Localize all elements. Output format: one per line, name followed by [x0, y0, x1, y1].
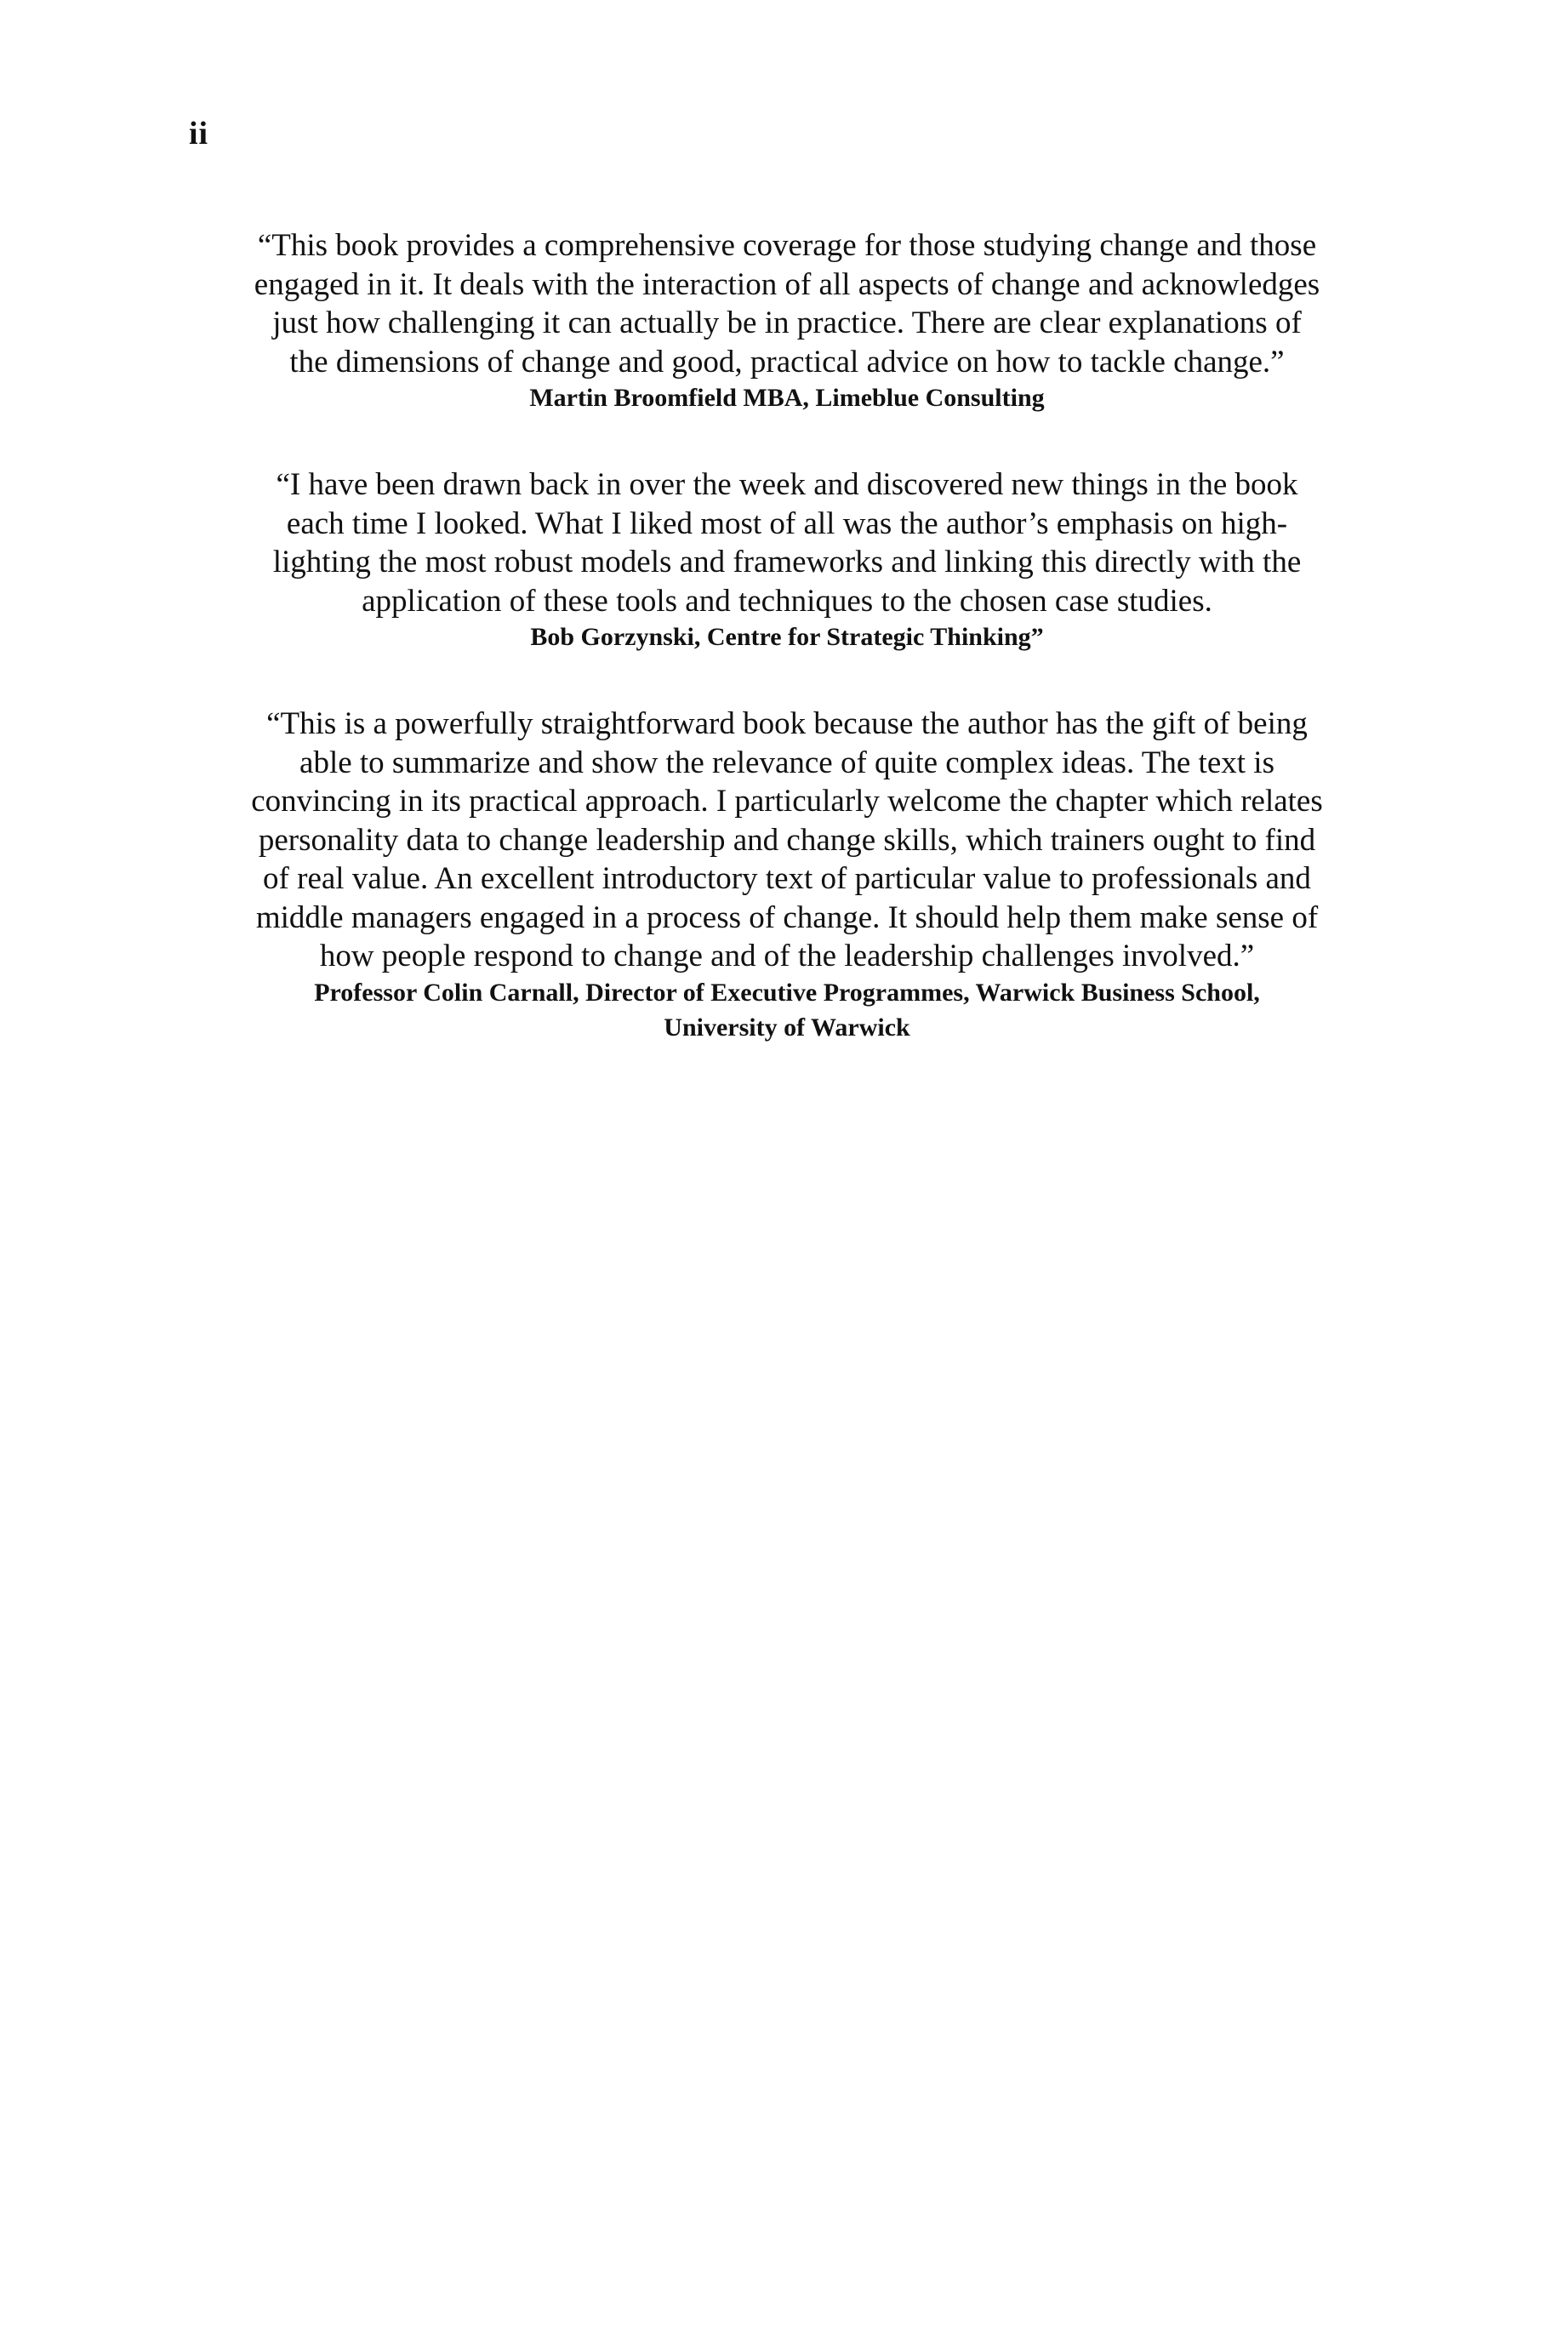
endorsements	[179, 226, 1395, 1095]
endorsement-text-line: of real value. An excellent introductory text of particular value to professionals and	[263, 861, 1311, 896]
endorsement-2	[179, 465, 1395, 655]
endorsement-text-line: how people respond to change and of the leadership challenges involved.”	[319, 939, 1255, 973]
endorsement-3	[179, 705, 1395, 1046]
endorsement-text-line: middle managers engaged in a process of change. It should help them make sense of	[255, 899, 1319, 935]
endorsement-attribution: Professor Colin Carnall, Director of Executive Programmes, Warwick Business School,	[314, 978, 1260, 1007]
endorsement-text-line: each time I looked. What I liked most of all was the author’s emphasis on high-	[286, 505, 1288, 541]
page-number: ii	[189, 116, 209, 151]
endorsement-text-line: just how challenging it can actually be in practice. There are clear explanations of	[272, 305, 1302, 340]
endorsement-text-line: “This book provides a comprehensive coverage for those studying change and those	[257, 228, 1317, 263]
endorsement-text-line: the dimensions of change and good, practical advice on how to tackle change.”	[289, 344, 1285, 380]
endorsement-text-line: engaged in it. It deals with the interaction of all aspects of change and acknowledges	[254, 266, 1320, 302]
endorsement-text-line: able to summarize and show the relevance of quite complex ideas. The text is	[299, 745, 1274, 780]
endorsement-1	[179, 226, 1395, 416]
endorsement-text-line: convincing in its practical approach. I particularly welcome the chapter which relates	[251, 784, 1323, 819]
endorsement-attribution: University of Warwick	[664, 1013, 910, 1042]
endorsement-text-line: application of these tools and techniques to the chosen case studies.	[362, 583, 1212, 619]
endorsement-text-line: personality data to change leadership and change skills, which trainers ought to find	[258, 822, 1316, 858]
endorsement-text-line: “I have been drawn back in over the week and discovered new things in the book	[276, 467, 1298, 502]
endorsement-attribution: Bob Gorzynski, Centre for Strategic Thinking”	[530, 623, 1044, 651]
endorsement-text-line: lighting the most robust models and frameworks and linking this directly with the	[272, 545, 1302, 579]
endorsement-attribution: Martin Broomfield MBA, Limeblue Consulting	[529, 384, 1045, 412]
endorsement-text-line: “This is a powerfully straightforward book because the author has the gift of being	[266, 706, 1308, 741]
